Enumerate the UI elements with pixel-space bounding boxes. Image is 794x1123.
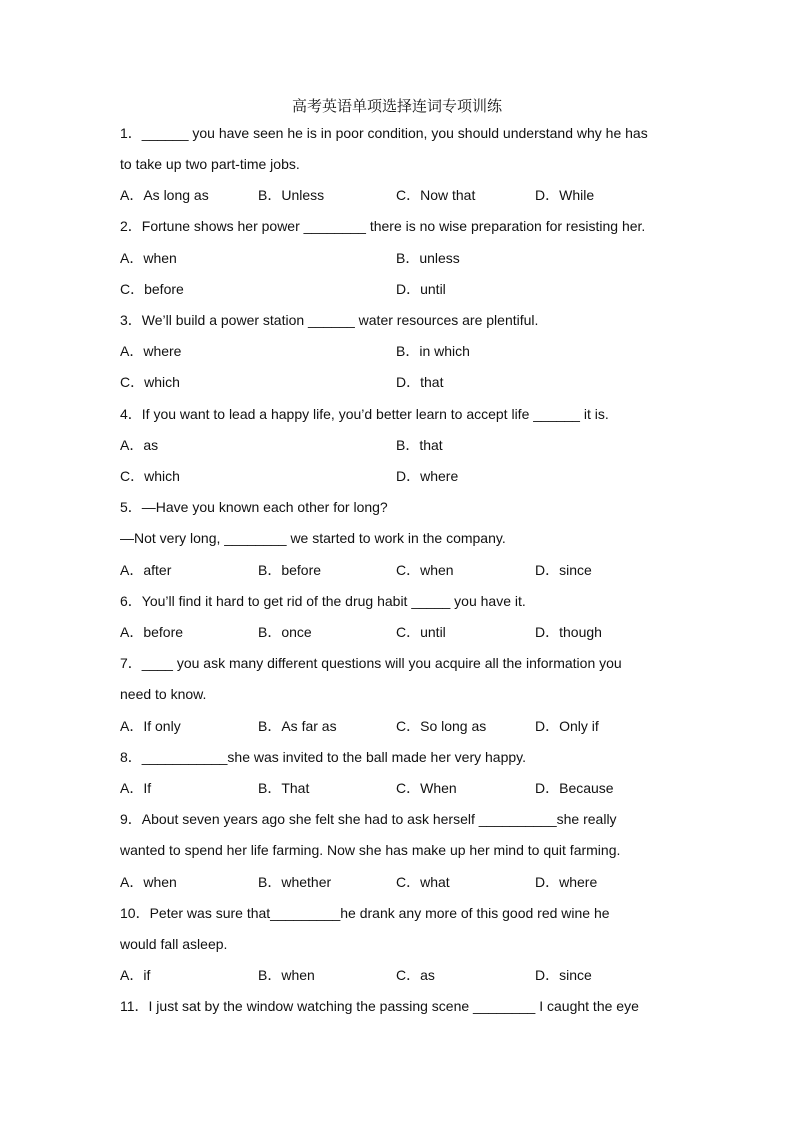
option-d: D．Only if xyxy=(535,718,599,734)
option-d: D．since xyxy=(535,967,592,983)
option-d: D．though xyxy=(535,624,602,640)
question-2-options-row2 xyxy=(120,279,680,299)
question-8-options xyxy=(120,778,680,798)
option-c: C．until xyxy=(396,624,446,640)
question-10-options xyxy=(120,965,680,985)
option-b: B．Unless xyxy=(258,187,325,203)
option-c: C．what xyxy=(396,874,450,890)
option-b: B．when xyxy=(258,967,315,983)
question-10-stem-cont: would fall asleep. xyxy=(120,936,228,952)
option-b: B．in which xyxy=(396,343,470,359)
question-7-stem-cont: need to know. xyxy=(120,686,207,702)
question-3-stem: 3．We’ll build a power station ______ water resources are plentiful. xyxy=(120,312,539,328)
question-9-stem: 9．About seven years ago she felt she had to ask herself __________she really xyxy=(120,811,617,827)
question-8-stem: 8．___________she was invited to the ball made her very happy. xyxy=(120,749,527,765)
option-c: C．when xyxy=(396,562,454,578)
option-b: B．before xyxy=(258,562,322,578)
question-5-stem-cont: —Not very long, ________ we started to work in the company. xyxy=(120,530,506,546)
question-1-options xyxy=(120,185,680,205)
option-d: D．While xyxy=(535,187,595,203)
option-b: B．unless xyxy=(396,250,460,266)
option-b: B．As far as xyxy=(258,718,337,734)
option-c: C．So long as xyxy=(396,718,487,734)
option-a: A．when xyxy=(120,250,177,266)
question-7-stem: 7．____ you ask many different questions will you acquire all the information you xyxy=(120,655,622,671)
option-d: D．where xyxy=(396,468,459,484)
question-3-options-row2 xyxy=(120,372,680,392)
question-4-stem: 4．If you want to lead a happy life, you’d better learn to accept life ______ it is. xyxy=(120,406,609,422)
option-b: B．whether xyxy=(258,874,332,890)
question-4-options-row1 xyxy=(120,435,680,455)
option-a: A．after xyxy=(120,562,172,578)
option-a: A．If xyxy=(120,780,152,796)
option-d: D．until xyxy=(396,281,446,297)
option-b: B．that xyxy=(396,437,443,453)
option-c: C．as xyxy=(396,967,435,983)
option-b: B．once xyxy=(258,624,312,640)
option-c: C．When xyxy=(396,780,457,796)
question-5-options xyxy=(120,560,680,580)
option-a: A．if xyxy=(120,967,151,983)
option-c: C．Now that xyxy=(396,187,476,203)
question-1-stem-cont: to take up two part-time jobs. xyxy=(120,156,300,172)
question-9-options xyxy=(120,872,680,892)
question-5-stem: 5．—Have you known each other for long? xyxy=(120,499,388,515)
option-a: A．before xyxy=(120,624,184,640)
question-2-options-row1 xyxy=(120,248,680,268)
option-c: C．before xyxy=(120,281,184,297)
question-3-options-row1 xyxy=(120,341,680,361)
option-d: D．that xyxy=(396,374,444,390)
option-a: A．where xyxy=(120,343,182,359)
option-b: B．That xyxy=(258,780,310,796)
option-d: D．where xyxy=(535,874,598,890)
question-11-stem: 11．I just sat by the window watching the passing scene ________ I caught the eye xyxy=(120,998,639,1014)
question-4-options-row2 xyxy=(120,466,680,486)
option-c: C．which xyxy=(120,374,180,390)
question-7-options xyxy=(120,716,680,736)
question-6-options xyxy=(120,622,680,642)
question-6-stem: 6．You’ll find it hard to get rid of the drug habit _____ you have it. xyxy=(120,593,526,609)
option-d: D．Because xyxy=(535,780,614,796)
question-2-stem: 2．Fortune shows her power ________ there is no wise preparation for resisting her. xyxy=(120,218,646,234)
option-a: A．as xyxy=(120,437,159,453)
option-d: D．since xyxy=(535,562,592,578)
question-9-stem-cont: wanted to spend her life farming. Now she has make up her mind to quit farming. xyxy=(120,842,621,858)
option-a: A．As long as xyxy=(120,187,209,203)
page-title: 高考英语单项选择连词专项训练 xyxy=(291,97,502,115)
question-10-stem: 10．Peter was sure that_________he drank any more of this good red wine he xyxy=(120,905,610,921)
question-1-stem: 1．______ you have seen he is in poor condition, you should understand why he has xyxy=(120,125,648,141)
option-a: A．If only xyxy=(120,718,181,734)
option-a: A．when xyxy=(120,874,177,890)
option-c: C．which xyxy=(120,468,180,484)
